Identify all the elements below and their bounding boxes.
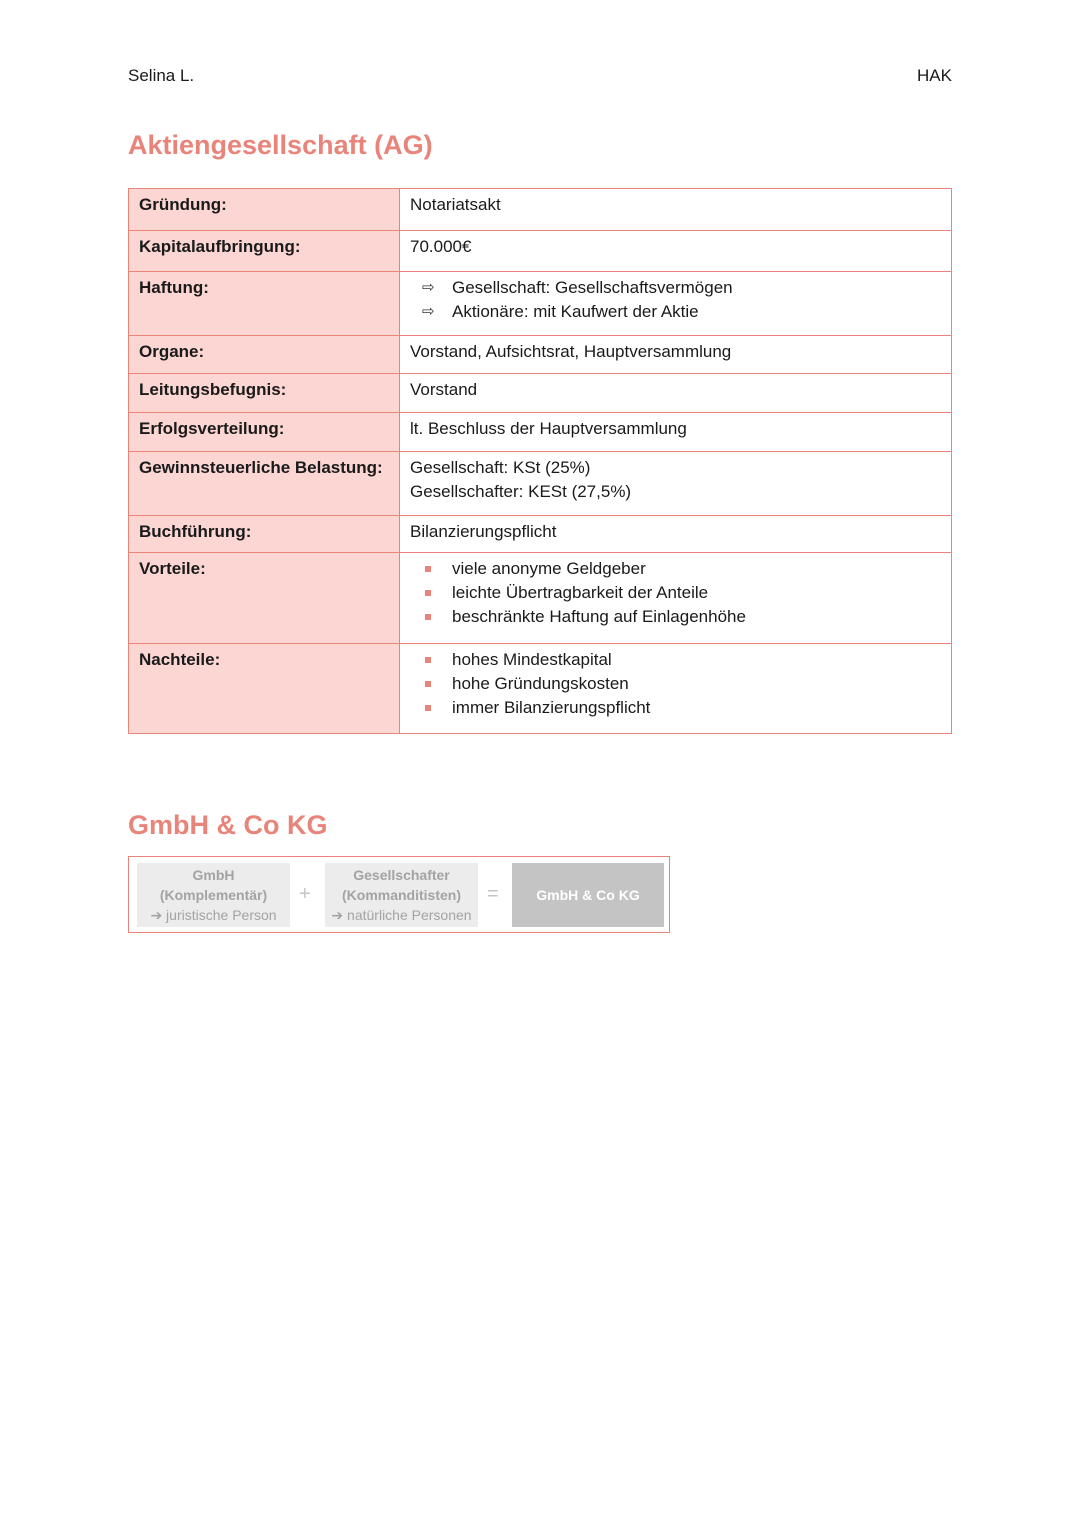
ag-info-table — [128, 188, 952, 734]
square-bullet-icon — [425, 657, 431, 663]
gmbh-kg-diagram — [128, 856, 670, 933]
result-box: GmbH & Co KG — [512, 863, 664, 927]
row-value-erfolg: lt. Beschluss der Hauptversammlung — [400, 413, 952, 452]
square-bullet-icon — [425, 566, 431, 572]
list-item: ⇨ Gesellschaft: Gesellschaftsvermögen — [422, 276, 941, 300]
row-value-buchfuehrung: Bilanzierungspflicht — [400, 516, 952, 553]
row-label-steuer: Gewinnsteuerliche Belastung: — [129, 452, 400, 516]
nachteile-list — [410, 648, 941, 720]
row-label-leitung: Leitungsbefugnis: — [129, 374, 400, 413]
table-row — [129, 272, 952, 336]
row-value-organe: Vorstand, Aufsichtsrat, Hauptversammlung — [400, 336, 952, 374]
list-item: leichte Übertragbarkeit der Anteile — [422, 581, 941, 605]
row-value-nachteile — [400, 644, 952, 734]
row-label-buchfuehrung: Buchführung: — [129, 516, 400, 553]
table-row — [129, 413, 952, 452]
row-label-erfolg: Erfolgsverteilung: — [129, 413, 400, 452]
square-bullet-icon — [425, 681, 431, 687]
box-line: Gesellschafter — [353, 867, 450, 883]
box-line: ➔ juristische Person — [150, 907, 277, 923]
row-label-vorteile: Vorteile: — [129, 553, 400, 644]
list-item: hohes Mindestkapital — [422, 648, 941, 672]
table-row — [129, 189, 952, 231]
table-row — [129, 644, 952, 734]
square-bullet-icon — [425, 614, 431, 620]
row-value-kapital: 70.000€ — [400, 231, 952, 272]
row-label-organe: Organe: — [129, 336, 400, 374]
list-item: hohe Gründungskosten — [422, 672, 941, 696]
table-row — [129, 516, 952, 553]
row-value-leitung: Vorstand — [400, 374, 952, 413]
vorteile-list — [410, 557, 941, 629]
table-row — [129, 374, 952, 413]
steuer-line: Gesellschaft: KSt (25%) — [410, 458, 591, 477]
table-row — [129, 553, 952, 644]
row-label-kapital: Kapitalaufbringung: — [129, 231, 400, 272]
box-line: (Komplementär) — [159, 887, 268, 903]
row-value-haftung — [400, 272, 952, 336]
list-item: beschränkte Haftung auf Einlagenhöhe — [422, 605, 941, 629]
square-bullet-icon — [425, 705, 431, 711]
ag-section-title: Aktiengesellschaft (AG) — [128, 130, 433, 160]
list-item: viele anonyme Geldgeber — [422, 557, 941, 581]
row-label-nachteile: Nachteile: — [129, 644, 400, 734]
komplementaer-box — [137, 863, 290, 927]
table-row — [129, 336, 952, 374]
square-bullet-icon — [425, 590, 431, 596]
table-row — [129, 452, 952, 516]
row-label-haftung: Haftung: — [129, 272, 400, 336]
school-name: HAK — [917, 66, 952, 85]
equals-icon: = — [487, 883, 499, 905]
table-row — [129, 231, 952, 272]
list-item: immer Bilanzierungspflicht — [422, 696, 941, 720]
kommanditisten-box — [325, 863, 478, 927]
list-item: ⇨ Aktionäre: mit Kaufwert der Aktie — [422, 300, 941, 324]
box-line: GmbH — [192, 867, 235, 883]
arrow-right-icon: ⇨ — [422, 303, 435, 320]
row-label-gruendung: Gründung: — [129, 189, 400, 231]
row-value-steuer — [400, 452, 952, 516]
row-value-vorteile — [400, 553, 952, 644]
plus-icon: + — [299, 883, 311, 905]
box-line: (Kommanditisten) — [342, 887, 461, 903]
row-value-gruendung: Notariatsakt — [400, 189, 952, 231]
box-line: ➔ natürliche Personen — [331, 907, 472, 923]
gmbh-kg-section-title: GmbH & Co KG — [128, 810, 328, 840]
arrow-right-icon: ⇨ — [422, 279, 435, 296]
author-name: Selina L. — [128, 66, 195, 85]
steuer-line: Gesellschafter: KESt (27,5%) — [410, 482, 632, 501]
haftung-list — [410, 276, 941, 324]
